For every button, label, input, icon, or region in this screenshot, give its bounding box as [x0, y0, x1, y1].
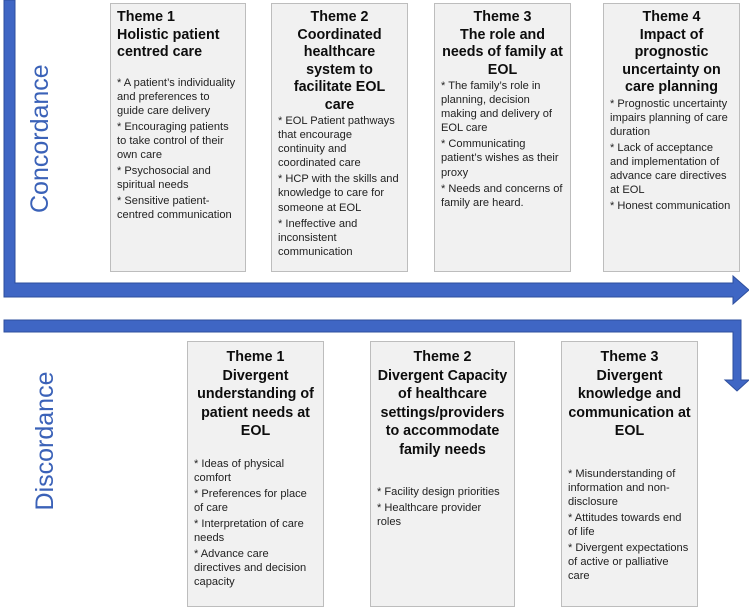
theme-point: * Misunderstanding of information and non-disclosure [568, 467, 676, 508]
concordance-theme-2 [271, 3, 408, 272]
theme-title: Coordinated healthcare system to facilitate EOL care [293, 26, 386, 113]
theme-number: Theme 4 [642, 9, 701, 25]
theme-point: * Preferences for place of care [194, 487, 307, 514]
theme-number: Theme 1 [226, 349, 285, 365]
theme-point: * A patient’s individuality and preferences to guide care delivery [117, 76, 236, 117]
theme-point: * Ineffective and inconsistent communication [278, 217, 358, 258]
theme-number: Theme 2 [310, 9, 369, 25]
theme-point: * Lack of acceptance and implementation of advance care directives at EOL [610, 141, 727, 197]
concordance-label: Concordance [26, 64, 54, 213]
theme-title: Holistic patient centred care [117, 26, 220, 60]
theme-point: * Interpretation of care needs [194, 517, 304, 544]
theme-point: * Attitudes towards end of life [568, 511, 682, 538]
discordance-theme-1 [187, 341, 324, 607]
theme-point: * HCP with the skills and knowledge to care for someone at EOL [278, 173, 399, 214]
theme-point: * Communicating patient’s wishes as their proxy [441, 138, 559, 179]
theme-point: * Facility design priorities [377, 486, 500, 498]
theme-number: Theme 3 [473, 9, 532, 25]
theme-point: * Honest communication [610, 200, 731, 213]
theme-point: * Ideas of physical comfort [194, 457, 285, 484]
discordance-theme-3 [561, 341, 698, 607]
theme-point: * Prognostic uncertainty impairs planning of care duration [610, 97, 728, 138]
theme-point: * Divergent expectations of active or palliative care [568, 541, 689, 583]
theme-point: * Healthcare provider roles [377, 502, 482, 529]
theme-point: * The family’s role in planning, decision making and delivery of EOL care [441, 80, 552, 135]
theme-point: * Encouraging patients to take control of their own care [117, 120, 229, 161]
theme-title: The role and needs of family at EOL [442, 26, 563, 78]
theme-number: Theme 2 [413, 349, 472, 365]
discordance-theme-2 [370, 341, 515, 607]
discordance-label: Discordance [31, 371, 59, 511]
theme-title: Divergent knowledge and communication at EOL [568, 367, 691, 439]
theme-number: Theme 1 [117, 9, 176, 25]
theme-point: * Advance care directives and decision capacity [194, 548, 307, 589]
theme-point: * Needs and concerns of family are heard. [441, 182, 563, 209]
theme-title: Impact of prognostic uncertainty on care planning [622, 26, 721, 95]
concordance-theme-1 [110, 3, 246, 272]
theme-point: * Psychosocial and spiritual needs [117, 165, 211, 192]
theme-title: Divergent understanding of patient needs at EOL [197, 367, 314, 439]
concordance-theme-4 [603, 3, 740, 272]
theme-point: * EOL Patient pathways that encourage continuity and coordinated care [278, 115, 395, 170]
theme-number: Theme 3 [600, 349, 659, 365]
theme-point: * Sensitive patient-centred communication [117, 195, 232, 222]
theme-title: Divergent Capacity of healthcare settings/providers to accommodate family needs [377, 367, 508, 458]
concordance-theme-3 [434, 3, 571, 272]
